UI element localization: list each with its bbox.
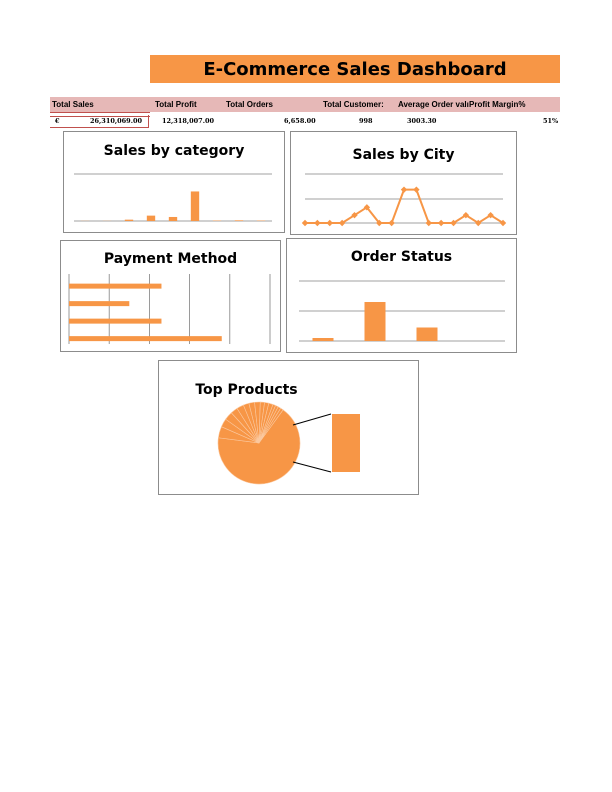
kpi-value-total-customers: 998 (359, 117, 373, 125)
chart-title-sales-by-category: Sales by category (103, 143, 245, 159)
status-bar (417, 328, 438, 342)
payment-bar (69, 336, 222, 341)
payment-method-plot (61, 241, 280, 351)
kpi-currency-symbol: € (55, 117, 60, 125)
payment-bar (69, 284, 161, 289)
dashboard-title: E-Commerce Sales Dashboard (150, 55, 560, 83)
sales-by-city-plot (291, 132, 516, 234)
city-point-marker (426, 220, 432, 226)
chart-title-top-products: Top Products (195, 382, 298, 398)
sales-by-category-plot (64, 132, 284, 232)
kpi-value-total-sales: 26,310,069.00 (90, 117, 143, 125)
category-bar (191, 191, 199, 221)
city-point-marker (438, 220, 444, 226)
kpi-value-average-order: 3003.30 (407, 117, 437, 125)
kpi-value-total-orders: 6,658.00 (284, 117, 316, 125)
kpi-header-total-sales: Total Sales (52, 100, 94, 109)
kpi-values-row (50, 115, 560, 127)
city-point-marker (388, 220, 394, 226)
category-bar (147, 216, 155, 221)
category-bar (125, 220, 133, 221)
city-point-marker (327, 220, 333, 226)
kpi-header-total-customers: Total Customer: (323, 100, 384, 109)
chart-title-order-status: Order Status (350, 249, 453, 265)
top-products-chart[interactable] (158, 360, 419, 495)
payment-bar (69, 319, 161, 324)
kpi-header-row (50, 97, 560, 112)
payment-bar (69, 301, 129, 306)
category-bar (235, 220, 243, 221)
chart-title-payment-method: Payment Method (103, 251, 238, 267)
city-point-marker (302, 220, 308, 226)
connector-line (293, 462, 331, 472)
status-bar (313, 338, 334, 341)
kpi-value-total-profit: 12,318,007.00 (162, 117, 215, 125)
city-point-marker (413, 186, 419, 192)
top-products-plot (159, 361, 418, 494)
kpi-value-profit-margin: 51% (543, 117, 559, 125)
city-point-marker (401, 186, 407, 192)
order-status-chart[interactable] (286, 238, 517, 353)
kpi-header-total-profit: Total Profit (155, 100, 197, 109)
sales-by-category-chart[interactable] (63, 131, 285, 233)
city-point-marker (314, 220, 320, 226)
kpi-header-total-orders: Total Orders (226, 100, 273, 109)
kpi-header-average-order: Average Order valı (398, 100, 469, 109)
kpi-header-profit-margin: Profit Margin% (469, 100, 526, 109)
city-sales-line (305, 190, 503, 223)
order-status-plot (287, 239, 516, 352)
status-bar (365, 302, 386, 341)
chart-title-sales-by-city: Sales by City (352, 147, 455, 163)
connector-line (293, 414, 331, 425)
sales-by-city-chart[interactable] (290, 131, 517, 235)
secondary-stack-bar (332, 414, 360, 472)
payment-method-chart[interactable] (60, 240, 281, 352)
category-bar (169, 217, 177, 221)
